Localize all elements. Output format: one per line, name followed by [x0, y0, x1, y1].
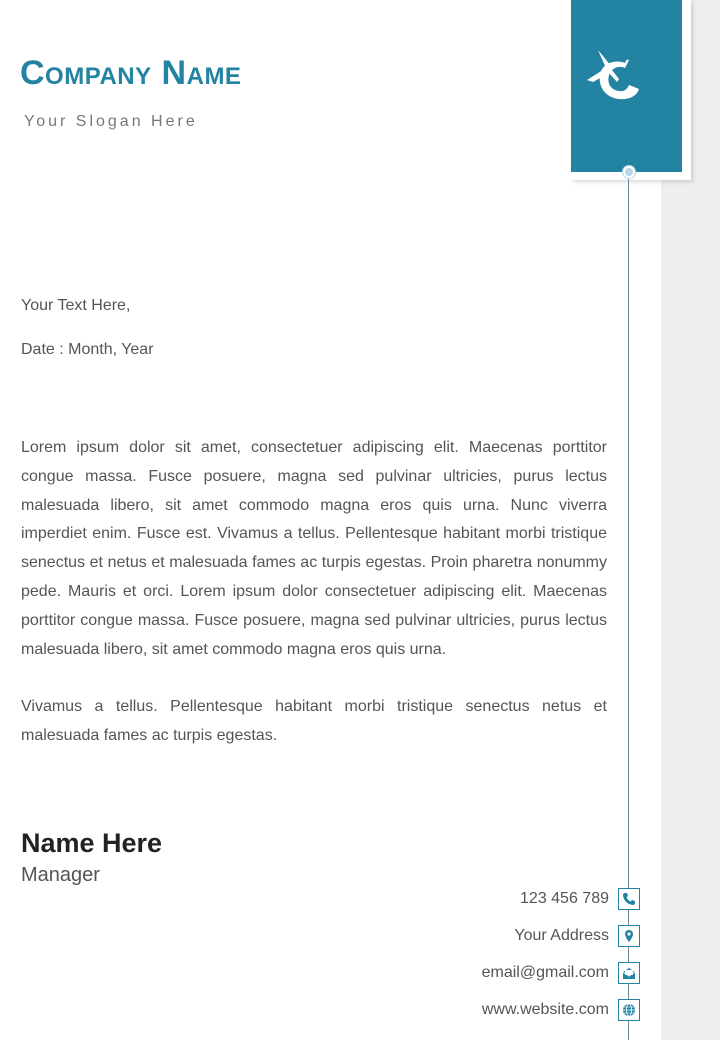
contact-address: Your Address — [514, 927, 609, 944]
company-logo-icon — [585, 46, 651, 126]
letter-greeting: Your Text Here, — [21, 297, 131, 314]
letter-date: Date : Month, Year — [21, 341, 154, 358]
phone-icon — [618, 888, 640, 910]
body-paragraph-2: Vivamus a tellus. Pellentesque habitant morbi tristique senectus netus et malesuada fames ac turpis egestas. — [21, 698, 607, 744]
globe-icon — [618, 999, 640, 1021]
signer-name: Name Here — [21, 828, 163, 858]
signer-title: Manager — [21, 864, 100, 886]
location-pin-icon — [618, 925, 640, 947]
timeline-dot — [623, 166, 635, 178]
company-name: Company Name — [20, 54, 242, 92]
contact-phone: 123 456 789 — [520, 890, 609, 907]
email-icon — [618, 962, 640, 984]
contact-website: www.website.com — [481, 1001, 609, 1018]
company-slogan: Your Slogan Here — [24, 113, 198, 130]
body-paragraph-1: Lorem ipsum dolor sit amet, consectetuer adipiscing elit. Maecenas porttitor congue massa. Fusce posuere, magna sed pulvinar ultricies, purus lectus malesuada libero, sit amet commodo magna eros quis urna. Nunc viverra imperdiet enim. Fusce est. Vivamus a tellus. Pellentesque habitant morbi tristique senectus et netus et malesuada fames ac turpis egestas. Proin pharetra nonummy pede. Mauris et orci. Lorem ipsum dolor consectetuer adipiscing elit. Maecenas porttitor congue massa. Fusce posuere, magna sed pulvinar ultricies, purus lectus malesuada libero, sit amet commodo magna eros quis urna. — [21, 439, 607, 658]
company-logo — [571, 0, 682, 172]
contact-email: email@gmail.com — [481, 964, 609, 981]
